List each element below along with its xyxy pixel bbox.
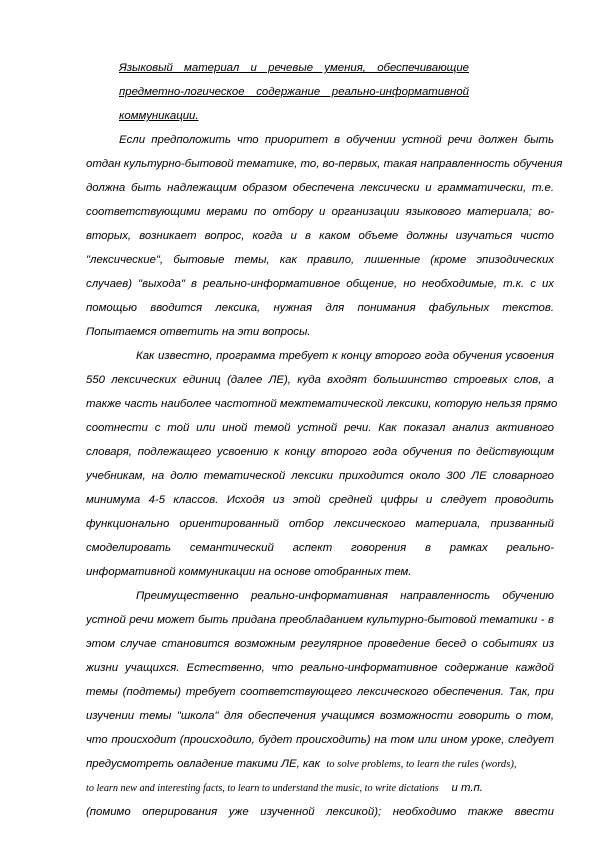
paragraph3-line: этом случае становится возможным регулярное проведение бесед о событиях из [86, 638, 554, 650]
paragraph2-line: учебникам, на долю тематической лексики приходится около 300 ЛЕ словарного [86, 470, 554, 482]
paragraph3-line-russian-part: и т.п. [451, 782, 483, 794]
paragraph1-line: случаев) "выхода" в реально-информативное общение, но необходимые, т.к. с их [86, 278, 554, 290]
paragraph1-line: отдан культурно-бытовой тематике, то, во-первых, такая направленность обучения [86, 158, 563, 170]
paragraph3-line [86, 758, 554, 771]
paragraph3-line: изучении темы "школа" для обеспечения учащимся возможности говорить о том, [86, 710, 554, 722]
paragraph3-line: устной речи может быть придана преобладанием культурно-бытовой тематики - в [86, 614, 554, 626]
paragraph3-line [86, 782, 554, 795]
paragraph2-line: соотнести с той или иной темой устной речи. Как показал анализ активного [86, 422, 554, 434]
paragraph2-line: минимума 4-5 классов. Исходя из этой средней цифры и следует проводить [86, 494, 554, 506]
english-phrase-examples: to learn new and interesting facts, to learn to understand the music, to write dictations [86, 783, 439, 794]
paragraph2-line: 550 лексических единиц (далее ЛЕ), куда входят большинство строевых слов, а [86, 374, 554, 386]
paragraph1-line: соответствующими мерами по отбору и организации языкового материала; во- [86, 206, 554, 218]
paragraph2-line: функционально ориентированный отбор лексического материала, призванный [86, 518, 554, 530]
paragraph2-line: смоделировать семантический аспект говорения в рамках реально- [86, 542, 554, 554]
paragraph1-line: Если предположить что приоритет в обучении устной речи должен быть [119, 134, 554, 146]
paragraph2-line: словаря, подлежащего усвоению к концу второго года обучения по действующим [86, 446, 554, 458]
section-heading-line-2: предметно-логическое содержание реально-информативной [119, 86, 469, 98]
paragraph2-line: Как известно, программа требует к концу второго года обучения усвоения [136, 350, 554, 362]
paragraph2-line: также часть наиболее частотной межтематической лексики, которую нельзя прямо [86, 398, 558, 410]
paragraph3-line: (помимо оперирования уже изученной лексикой); необходимо также ввести [86, 806, 554, 818]
paragraph3-line: что происходит (происходило, будет происходить) на том или ином уроке, следует [86, 734, 554, 746]
paragraph3-line: темы (подтемы) требует соответствующего лексического обеспечения. Так, при [86, 686, 554, 698]
paragraph3-line: Преимущественно реально-информативная направленность обучению [136, 590, 554, 602]
section-heading-line-3: коммуникации. [119, 110, 199, 122]
paragraph1-line: "лексические", бытовые темы, как правило, лишенные (кроме эпизодических [86, 254, 554, 266]
paragraph1-line: должна быть надлежащим образом обеспечена лексически и грамматически, т.е. [86, 182, 554, 194]
section-heading-line-1: Языковый материал и речевые умения, обеспечивающие [119, 62, 469, 74]
paragraph3-line-russian-part: предусмотреть овладение такими ЛЕ, как [86, 758, 320, 770]
paragraph2-line: информативной коммуникации на основе отобранных тем. [86, 566, 412, 578]
paragraph1-line: помощью вводится лексика, нужная для понимания фабульных текстов. [86, 302, 554, 314]
paragraph3-line: жизни учащихся. Естественно, что реально-информативное содержание каждой [86, 662, 554, 674]
paragraph1-line: Попытаемся ответить на эти вопросы. [86, 326, 311, 338]
paragraph1-line: вторых, возникает вопрос, когда и в каком объеме должны изучаться чисто [86, 230, 554, 242]
english-phrase-examples: to solve problems, to learn the rules (words), [326, 759, 517, 770]
